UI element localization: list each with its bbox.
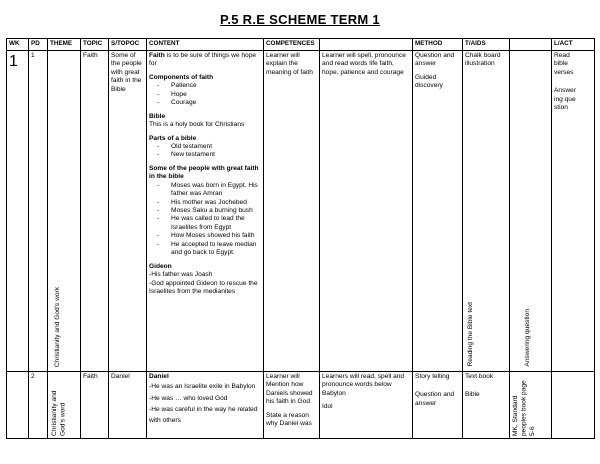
cell-wk (7, 51, 29, 372)
gideon-heading: Gideon (149, 262, 172, 270)
cell-pd: 1 (29, 51, 48, 372)
page-title: P.5 R.E SCHEME TERM 1 (220, 12, 380, 27)
gideon-line: -His father was Joash (149, 271, 213, 279)
vertical-reference-text: MK. Standard peoples book page 5-6 (512, 380, 536, 436)
bible-heading: Bible (149, 112, 166, 120)
components-heading: Components of faith (149, 73, 214, 81)
people-heading: Some of the people with great faith in the bible (149, 164, 259, 181)
bible-text: This is a holy book for Christians (149, 121, 245, 129)
list-item: - Moses was born in Egypt. His father was Amran (157, 182, 261, 199)
header-lact: L/ACT (552, 39, 595, 51)
cell-competences-a: Learner will Mention how Daniels showed his faith in God State a reason why Daniel was (264, 372, 320, 439)
cell-topic: Faith (81, 372, 109, 439)
header-content: CONTENT (147, 39, 264, 51)
list-item: - Moses Saku a burning bush (157, 207, 261, 215)
scheme-table (6, 38, 595, 439)
header-taids: T/AIDS (463, 39, 510, 51)
header-method: METHOD (413, 39, 463, 51)
cell-content: Daniel -He was an Israelite exile in Babylon -He was … who loved God -He was careful in the way he related with others (147, 372, 264, 439)
cell-theme (48, 372, 81, 439)
cell-method: Question and answer Guided discovery (413, 51, 463, 372)
header-pd: PD (29, 39, 48, 51)
list-item: - How Moses showed his faith (157, 232, 261, 240)
components-list (149, 82, 261, 107)
cell-lact: Read bible verses Answering question (552, 51, 595, 372)
cell-content (147, 51, 264, 372)
cell-taids: Chalk board illustration Reading the Bible text (463, 51, 510, 372)
gideon-line: -God appointed Gideon to rescue the Israelites from the medianites (149, 279, 258, 295)
cell-method: Story telling Question and answer (413, 372, 463, 439)
header-subtopic: S/TOPOC (109, 39, 147, 51)
header-blank-1 (320, 39, 413, 51)
header-blank-2 (510, 39, 552, 51)
list-item: - Old testament (157, 143, 261, 151)
header-wk: WK (7, 39, 29, 51)
parts-heading: Parts of a bible (149, 134, 197, 142)
list-item: - He was called to lead the Israelites from Egypt (157, 215, 261, 232)
list-item: - New testament (157, 151, 261, 159)
table-row (7, 372, 595, 439)
faith-definition: Faith is to be sure of things we hope for (149, 52, 257, 68)
cell-blank (510, 372, 552, 439)
daniel-heading: Daniel (149, 373, 169, 380)
cell-wk (7, 372, 29, 439)
list-item: - Hope (157, 91, 261, 99)
cell-subtopic: Daniel (109, 372, 147, 439)
list-item: - He accepted to leave median and go back to Egypt. (157, 241, 261, 258)
cell-subtopic: Some of the people with great faith in the Bible (109, 51, 147, 372)
theme-vertical-text: Christianity and God's work (54, 286, 61, 367)
theme-vertical-text: Christianity and God's word (51, 390, 67, 436)
header-competences: COMPETENCES (264, 39, 320, 51)
header-topic: TOPIC (81, 39, 109, 51)
cell-blank (510, 51, 552, 372)
table-row (7, 51, 595, 372)
list-item: - Patience (157, 82, 261, 90)
vertical-activity-text: Reading the Bible text (467, 302, 474, 367)
cell-theme (48, 51, 81, 372)
cell-taids: Text book Bible (463, 372, 510, 439)
list-item: - His mother was Jochebed (157, 199, 261, 207)
list-item: - Courage (157, 99, 261, 107)
cell-competences-b: Learner will spell, pronounce and read words life faith, hope, patience and courage (320, 51, 413, 372)
cell-competences-b: Learners will read, spell and pronounce words below Babylon Idol (320, 372, 413, 439)
cell-lact (552, 372, 595, 439)
header-theme: THEME (48, 39, 81, 51)
cell-competences-a: Learner will explain the meaning of faith (264, 51, 320, 372)
cell-topic: Faith (81, 51, 109, 372)
people-list (149, 182, 261, 258)
header-row (7, 39, 595, 51)
week-number: 1 (9, 53, 18, 70)
cell-pd: 2 (29, 372, 48, 439)
parts-list (149, 143, 261, 160)
vertical-activity-text: Answering question (524, 309, 531, 367)
